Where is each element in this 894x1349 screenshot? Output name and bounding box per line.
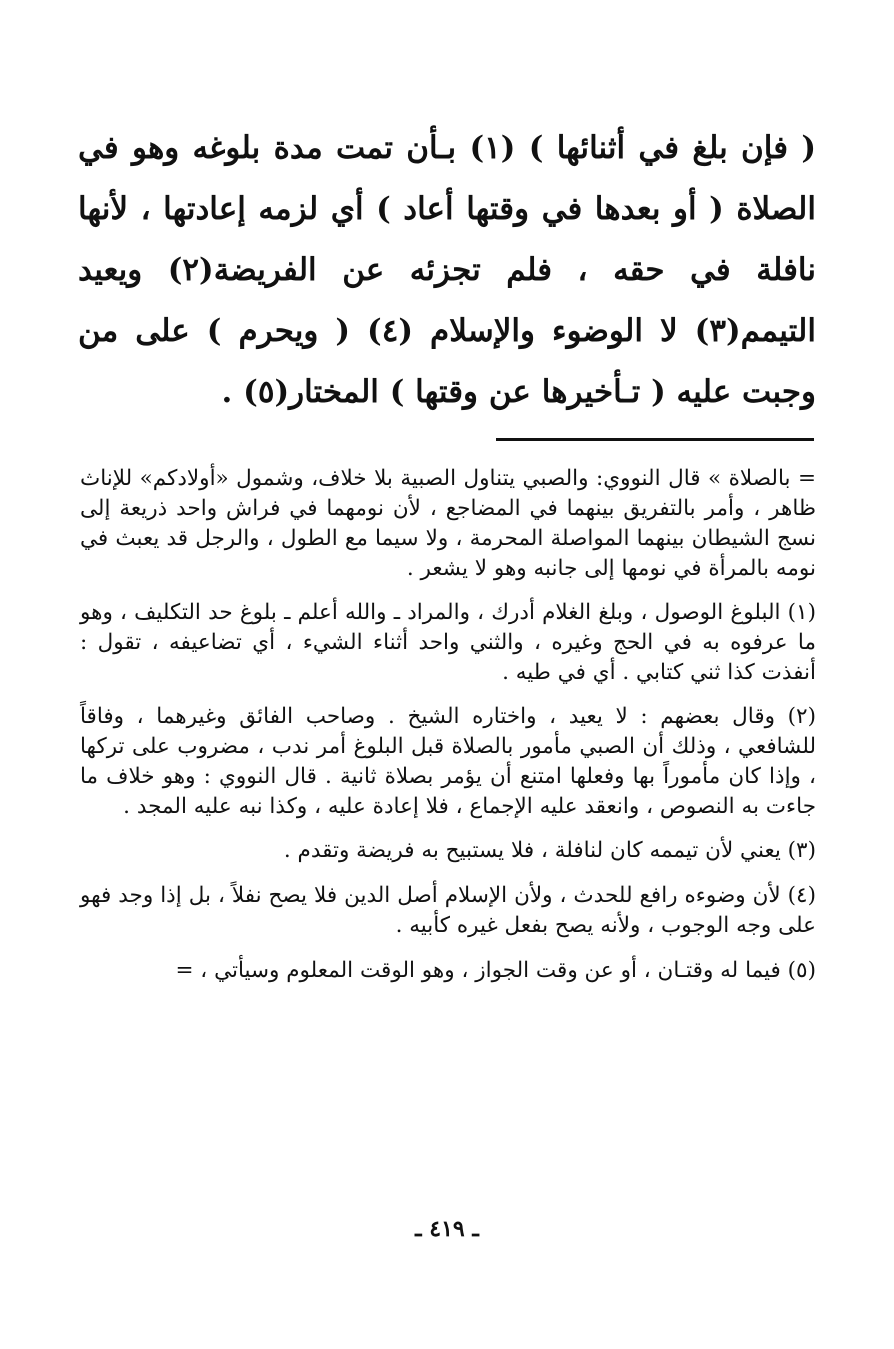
footnotes-block (80, 464, 816, 1000)
footnote-4: (٤) لأن وضوءه رافع للحدث ، ولأن الإسلام أصل الدين فلا يصح نفلاً ، بل إذا وجد فهو على وجه الوجوب ، ولأنه يصح بفعل غيره كأبيه . (80, 883, 816, 938)
main-text-block (78, 118, 816, 423)
footnote-1: (١) البلوغ الوصول ، وبلغ الغلام أدرك ، والمراد ـ والله أعلم ـ بلوغ حد التكليف ، وهو ما عرفوه به في الحج وغيره ، والثني واحد أثناء الشيء ، أي تضاعيفه ، تقول : أنفذت كذا ثني كتابي . أي في طيه . (80, 600, 816, 685)
footnote-3: (٣) يعني لأن تيممه كان لنافلة ، فلا يستبيح به فريضة وتقدم . (283, 838, 816, 863)
page-number: ـ ٤١٩ ـ (415, 1216, 479, 1242)
footnote-2: (٢) وقال بعضهم : لا يعيد ، واختاره الشيخ . وصاحب الفائق وغيرهما ، وفاقاً للشافعي ، وذلك أن الصبي مأمور بالصلاة قبل البلوغ أمر ندب ، مضروب على تركها ، وإذا كان مأموراً بها وفعلها امتنع أن يؤمر بصلاة ثانية . قال النووي : وهو خلاف ما جاءت به النصوص ، وانعقد عليه الإجماع ، فلا إعادة عليه ، وكذا نبه عليه المجد . (80, 704, 816, 819)
main-paragraph: ( فإن بلغ في أثنائها ) (١) بـأن تمت مدة بلوغه وهو في الصلاة ( أو بعدها في وقتها أعاد ) أي لزمه إعادتها ، لأنها نافلة في حقه ، فلم تجزئه عن الفريضة(٢) ويعيد التيمم(٣) لا الوضوء والإسلام (٤) ( ويحرم ) على من وجبت عليه ( تـأخيرها عن وقتها ) المختار(٥) . (78, 130, 816, 410)
footnote-continuation: = بالصلاة » قال النووي: والصبي يتناول الصبية بلا خلاف، وشمول «أولادكم» للإناث ظاهر ، وأمر بالتفريق بينهما في المضاجع ، لأن نومهما في فراش واحد ذريعة إلى نسج الشيطان بينهما المواصلة المحرمة ، ولا سيما مع الطول ، والرجل قد يعبث في نومه بالمرأة في نومها إلى جانبه وهو لا يشعر . (80, 466, 816, 581)
footnote-5: (٥) فيما له وقتـان ، أو عن وقت الجواز ، وهو الوقت المعلوم وسيأتي ، = (175, 958, 816, 983)
footnote-separator (496, 438, 814, 441)
